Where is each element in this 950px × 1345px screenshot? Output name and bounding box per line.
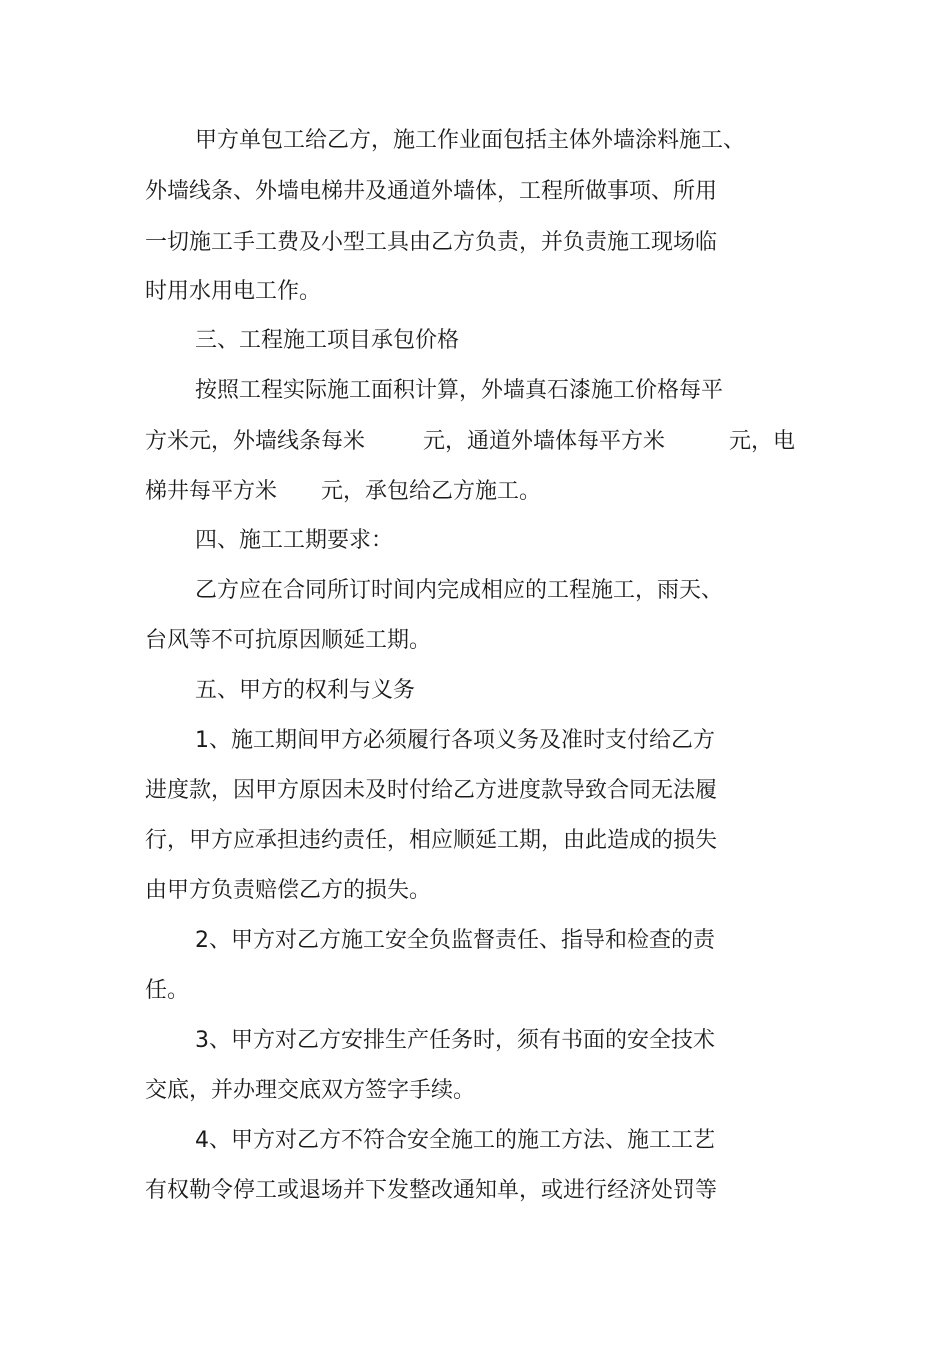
paragraph-line: 有权勒令停工或退场并下发整改通知单，或进行经济处罚等 bbox=[145, 1178, 718, 1203]
paragraph-line: 任。 bbox=[145, 978, 190, 1003]
paragraph-line: 乙方应在合同所订时间内完成相应的工程施工，雨天、 bbox=[195, 578, 724, 603]
section-heading: 三、工程施工项目承包价格 bbox=[195, 328, 460, 353]
paragraph-line: 一切施工手工费及小型工具由乙方负责，并负责施工现场临 bbox=[145, 230, 718, 255]
paragraph-line-price bbox=[145, 427, 805, 457]
paragraph-line: 台风等不可抗原因顺延工期。 bbox=[145, 628, 432, 653]
section-heading: 四、施工工期要求： bbox=[195, 528, 394, 553]
paragraph-line: 行，甲方应承担违约责任，相应顺延工期，由此造成的损失 bbox=[145, 828, 718, 853]
price-segment: 方米元，外墙线条每米 bbox=[145, 429, 366, 454]
paragraph-line: 由甲方负责赔偿乙方的损失。 bbox=[145, 878, 432, 903]
paragraph-line-price bbox=[145, 477, 605, 507]
price-segment: 元，电 bbox=[729, 429, 796, 454]
paragraph-line: 2、甲方对乙方施工安全负监督责任、指导和检查的责 bbox=[195, 928, 715, 953]
price-segment: 元，承包给乙方施工。 bbox=[321, 479, 542, 504]
paragraph-line: 外墙线条、外墙电梯井及通道外墙体，工程所做事项、所用 bbox=[145, 179, 718, 204]
paragraph-line: 按照工程实际施工面积计算，外墙真石漆施工价格每平 bbox=[195, 378, 724, 403]
paragraph-line: 进度款，因甲方原因未及时付给乙方进度款导致合同无法履 bbox=[145, 778, 718, 803]
paragraph-line: 时用水用电工作。 bbox=[145, 279, 322, 304]
section-heading: 五、甲方的权利与义务 bbox=[195, 678, 416, 703]
paragraph-line: 甲方单包工给乙方，施工作业面包括主体外墙涂料施工、 bbox=[195, 128, 746, 153]
price-segment: 元，通道外墙体每平方米 bbox=[423, 429, 666, 454]
paragraph-line: 1、施工期间甲方必须履行各项义务及准时支付给乙方 bbox=[195, 728, 715, 753]
paragraph-line: 交底，并办理交底双方签字手续。 bbox=[145, 1078, 476, 1103]
paragraph-line: 3、甲方对乙方安排生产任务时，须有书面的安全技术 bbox=[195, 1028, 715, 1053]
price-segment: 梯井每平方米 bbox=[145, 479, 278, 504]
paragraph-line: 4、甲方对乙方不符合安全施工的施工方法、施工工艺 bbox=[195, 1128, 715, 1153]
